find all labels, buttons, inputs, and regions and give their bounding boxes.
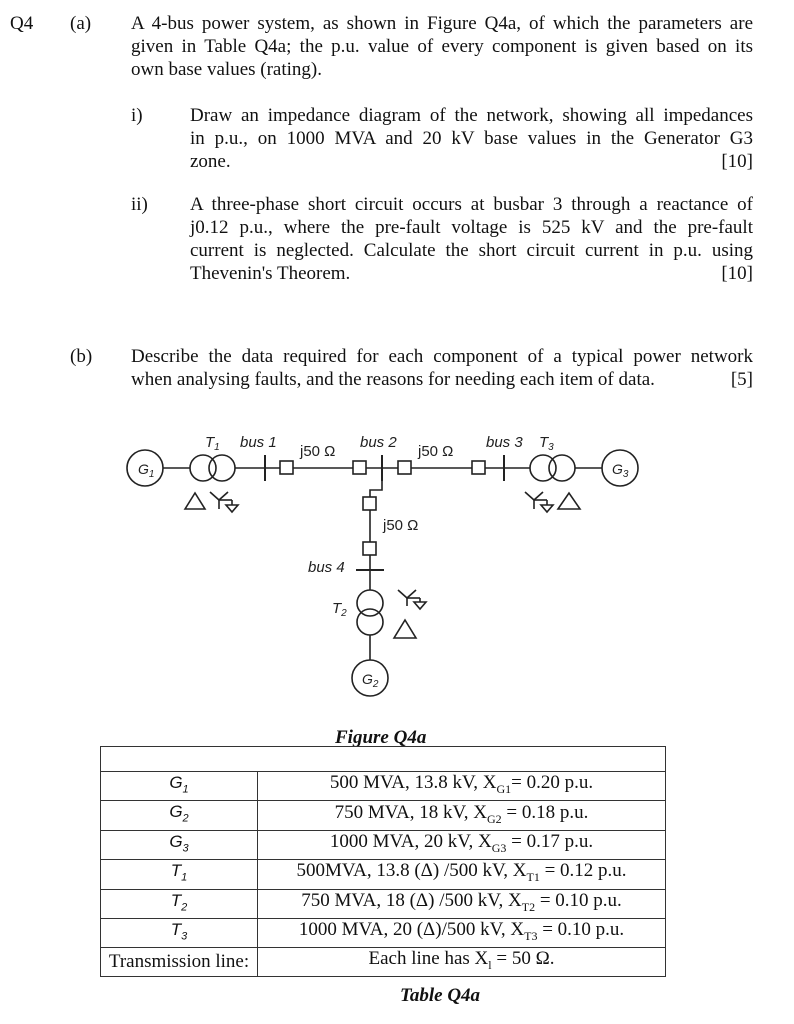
- part-a-line-3: own base values (rating).: [131, 59, 322, 80]
- part-b-line-1: Describe the data required for each component of a typical power network: [131, 346, 753, 367]
- component-cell: Transmission line:: [101, 948, 258, 977]
- table-row: [101, 918, 666, 947]
- g3-label: $G_3$: [612, 461, 629, 480]
- g1-label: $G_1$: [138, 461, 155, 480]
- params-cell: Each line has $X_l = 50$ Ω.: [258, 948, 666, 977]
- component-cell: $G_2$: [101, 801, 258, 830]
- line-2-4-top: [370, 468, 382, 497]
- bus4-label: bus 4: [308, 559, 345, 576]
- t2-grounded-wye-icon: [398, 590, 426, 609]
- transformer-t1-winding-2: [209, 455, 235, 481]
- params-cell: 750 MVA, 18 kV, $X_{G2} = 0.18$ p.u.: [258, 801, 666, 830]
- line24-impedance-label: j50 Ω: [383, 517, 419, 534]
- breaker-line24-bottom: [363, 542, 376, 555]
- part-a-line-2: given in Table Q4a; the p.u. value of every component is given based on its: [131, 36, 753, 57]
- sub-ii-marks: [10]: [721, 263, 753, 284]
- table-row: [101, 801, 666, 830]
- sub-i-label: i): [131, 105, 143, 126]
- part-b-label: (b): [70, 346, 93, 367]
- sub-ii-label: ii): [131, 194, 148, 215]
- t3-grounded-wye-icon: [525, 492, 553, 512]
- table-header-row: [101, 747, 666, 772]
- sub-i-line-1: Draw an impedance diagram of the network, showing all impedances: [190, 105, 753, 126]
- breaker-bus1: [280, 461, 293, 474]
- t1-grounded-wye-icon: [210, 492, 238, 512]
- g2-label: $G_2$: [362, 671, 379, 690]
- part-b-line-2-text: when analysing faults, and the reasons for needing each item of data.: [131, 369, 655, 390]
- t2-delta-icon: [394, 620, 416, 638]
- sub-ii-line-3: current is neglected. Calculate the short circuit current in p.u. using: [190, 240, 753, 261]
- line23-impedance-label: j50 Ω: [418, 443, 454, 460]
- sub-ii-line-4-text: Thevenin's Theorem.: [190, 263, 351, 284]
- sub-i-marks: [10]: [721, 151, 753, 172]
- line12-impedance-label: j50 Ω: [300, 443, 336, 460]
- component-cell: $G_1$: [101, 772, 258, 801]
- params-cell: 1000 MVA, 20 (Δ)/500 kV, $X_{T3} = 0.10$ p.u.: [258, 918, 666, 947]
- component-cell: $T_1$: [101, 860, 258, 889]
- t1-delta-icon: [185, 493, 205, 509]
- part-b-marks: [5]: [730, 369, 753, 390]
- transformer-t2-winding-2: [357, 609, 383, 635]
- table-row: [101, 860, 666, 889]
- table-row: [101, 772, 666, 801]
- table-row-transmission-line: [101, 948, 666, 977]
- sub-ii-line-2: j0.12 p.u., where the pre-fault voltage is 525 kV and the pre-fault: [190, 217, 753, 238]
- t2-label: $T_2$: [332, 600, 347, 619]
- component-cell: $G_3$: [101, 830, 258, 859]
- table-caption: Table Q4a: [400, 985, 481, 1006]
- params-cell: 500MVA, 13.8 (Δ) /500 kV, $X_{T1} = 0.12$ p.u.: [258, 860, 666, 889]
- bus3-label: bus 3: [486, 434, 523, 451]
- t3-label: $T_3$: [539, 434, 554, 453]
- component-cell: $T_2$: [101, 889, 258, 918]
- sub-i-line-3-text: zone.: [190, 151, 231, 172]
- part-a-line-1: A 4-bus power system, as shown in Figure Q4a, of which the parameters are: [131, 13, 753, 34]
- table-header-cell: [101, 747, 666, 772]
- table-row: [101, 889, 666, 918]
- figure-caption: Figure Q4a: [335, 727, 427, 748]
- t3-delta-icon: [558, 493, 580, 509]
- breaker-line24-top: [363, 497, 376, 510]
- sub-ii-line-1: A three-phase short circuit occurs at busbar 3 through a reactance of: [190, 194, 753, 215]
- breaker-bus3: [472, 461, 485, 474]
- params-cell: 750 MVA, 18 (Δ) /500 kV, $X_{T2} = 0.10$ p.u.: [258, 889, 666, 918]
- part-a-label: (a): [70, 13, 92, 34]
- params-cell: 500 MVA, 13.8 kV, $X_{G1}= 0.20$ p.u.: [258, 772, 666, 801]
- parameter-table: [100, 746, 666, 977]
- breaker-bus2-right: [398, 461, 411, 474]
- question-number: Q4: [10, 13, 34, 34]
- component-cell: $T_3$: [101, 918, 258, 947]
- params-cell: 1000 MVA, 20 kV, $X_{G3} = 0.17$ p.u.: [258, 830, 666, 859]
- sub-i-line-2: in p.u., on 1000 MVA and 20 kV base values in the Generator G3: [190, 128, 753, 149]
- table-row: [101, 830, 666, 859]
- bus1-label: bus 1: [240, 434, 277, 451]
- t1-label: $T_1$: [205, 434, 220, 453]
- transformer-t3-winding-2: [549, 455, 575, 481]
- bus2-label: bus 2: [360, 434, 397, 451]
- breaker-bus2-left: [353, 461, 366, 474]
